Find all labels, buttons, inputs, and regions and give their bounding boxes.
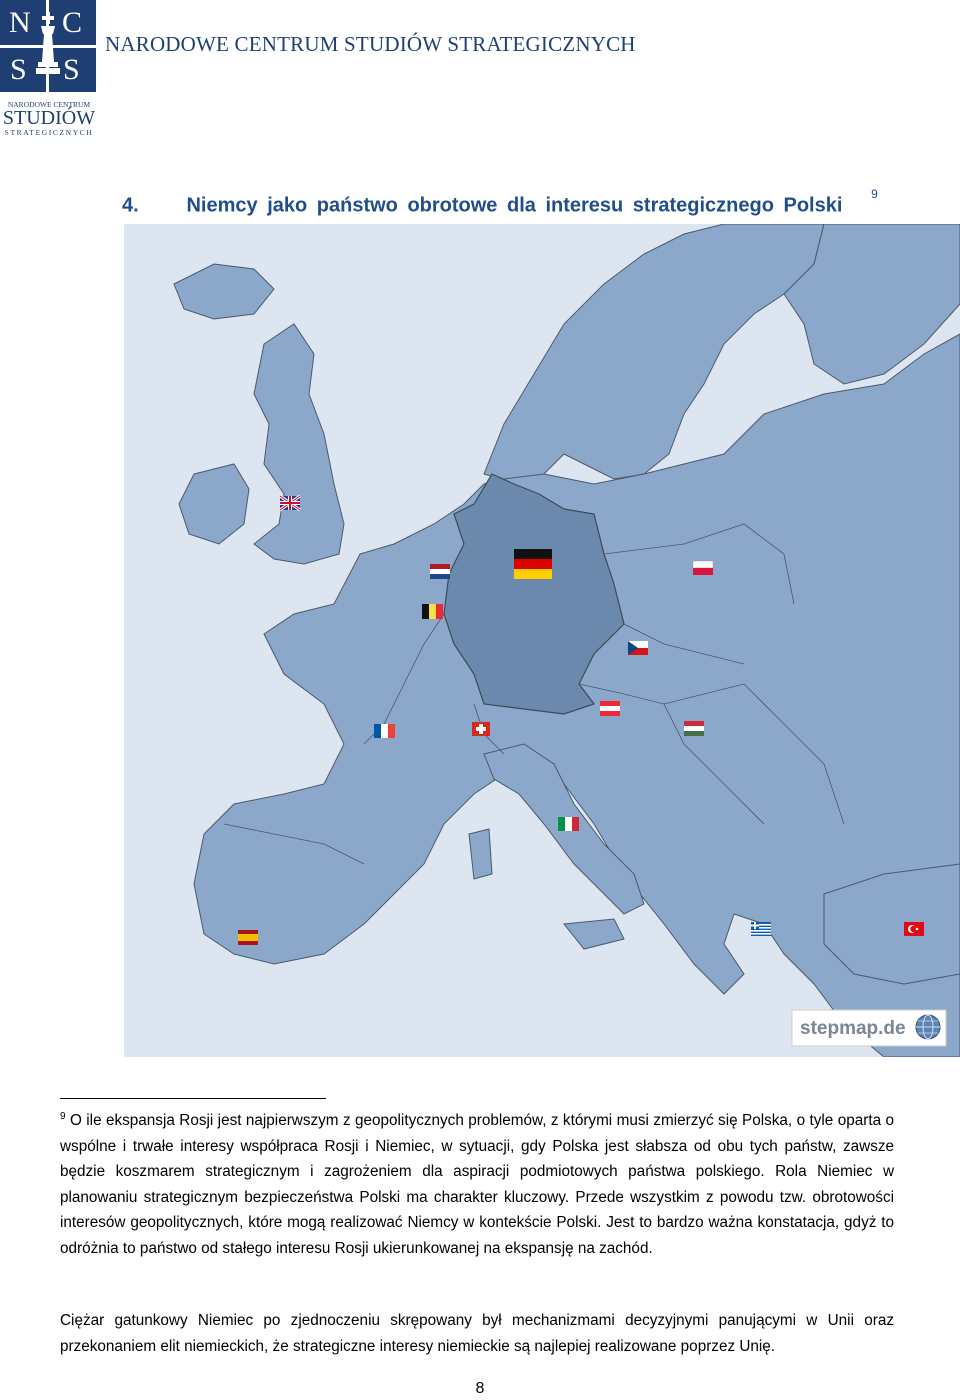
logo-line-2: STUDIÓW [2,107,96,129]
logo-letter-c: C [62,6,83,39]
flag-austria-icon [600,701,620,716]
footnote-text: O ile ekspansja Rosji jest najpierwszym z geopolitycznych problemów, z którymi musi zmierzyć się Polska, o tyle oparta o wspólne i trwałe interesy współpraca Rosji i Niemiec, w sytuacji, gdy Polska jest słabsza od obu tych państw, zawsze będzie koszmarem strategicznym i zagrożeniem dla aspiracji podmiotowych państwa polskiego. Rola Niemiec w planowaniu strategicznym bezpieczeństwa Polski ma charakter kluczowy. Przede wszystkim z powodu tzw. obrotowości interesów geopolitycznych, które mogą realizować Niemcy w kontekście Polski. Jest to bardzo ważna konstatacja, gdyż to odróżnia to państwo od stałego interesu Rosji ukierunkowanej na ekspansję na zachód. [60,1112,894,1257]
logo-letter-s2: S [63,53,80,86]
flag-switzerland-icon [472,722,490,736]
footnote-number: 9 [60,1111,66,1122]
flag-italy-icon [558,817,579,831]
logo-line-3: STRATEGICZNYCH [4,128,94,137]
logo-letter-n: N [9,6,31,39]
flag-greece-icon [751,922,771,936]
globe-icon [916,1015,940,1039]
flag-uk-icon [280,496,300,510]
flag-spain-icon [238,930,258,945]
europe-map [124,224,960,1057]
footnote-ref: 9 [871,187,878,201]
section-title: Niemcy jako państwo obrotowe dla interesu strategicznego Polski [186,194,843,217]
flag-netherlands-icon [430,564,450,579]
section-number: 4. [122,194,139,217]
section-heading [122,187,878,218]
flag-germany-icon [514,549,552,579]
footnote-9 [60,1108,894,1262]
chess-king-icon [33,12,63,82]
flag-france-icon [374,724,395,738]
flag-poland-icon [693,561,713,575]
header-title: NARODOWE CENTRUM STUDIÓW STRATEGICZNYCH [105,32,636,56]
logo-letter-s1: S [10,53,27,86]
ncss-logo [0,0,98,138]
logo-emblem [0,0,96,92]
body-paragraph: Ciężar gatunkowy Niemiec po zjednoczeniu skrępowany był mechanizmami decyzyjnymi panującymi w Unii oraz przekonaniem elit niemieckich, że strategiczne interesy niemieckie są najlepiej realizowane poprzez Unię. [60,1312,894,1355]
watermark-text: stepmap.de [800,1018,906,1039]
flag-hungary-icon [684,721,704,736]
flag-turkey-icon [904,922,924,936]
footnote-separator [60,1098,326,1099]
flag-belgium-icon [422,604,443,619]
page-number: 8 [475,1380,485,1397]
logo-line-1: NARODOWE CENTRUM [7,100,91,109]
flag-czech-icon [628,641,648,655]
